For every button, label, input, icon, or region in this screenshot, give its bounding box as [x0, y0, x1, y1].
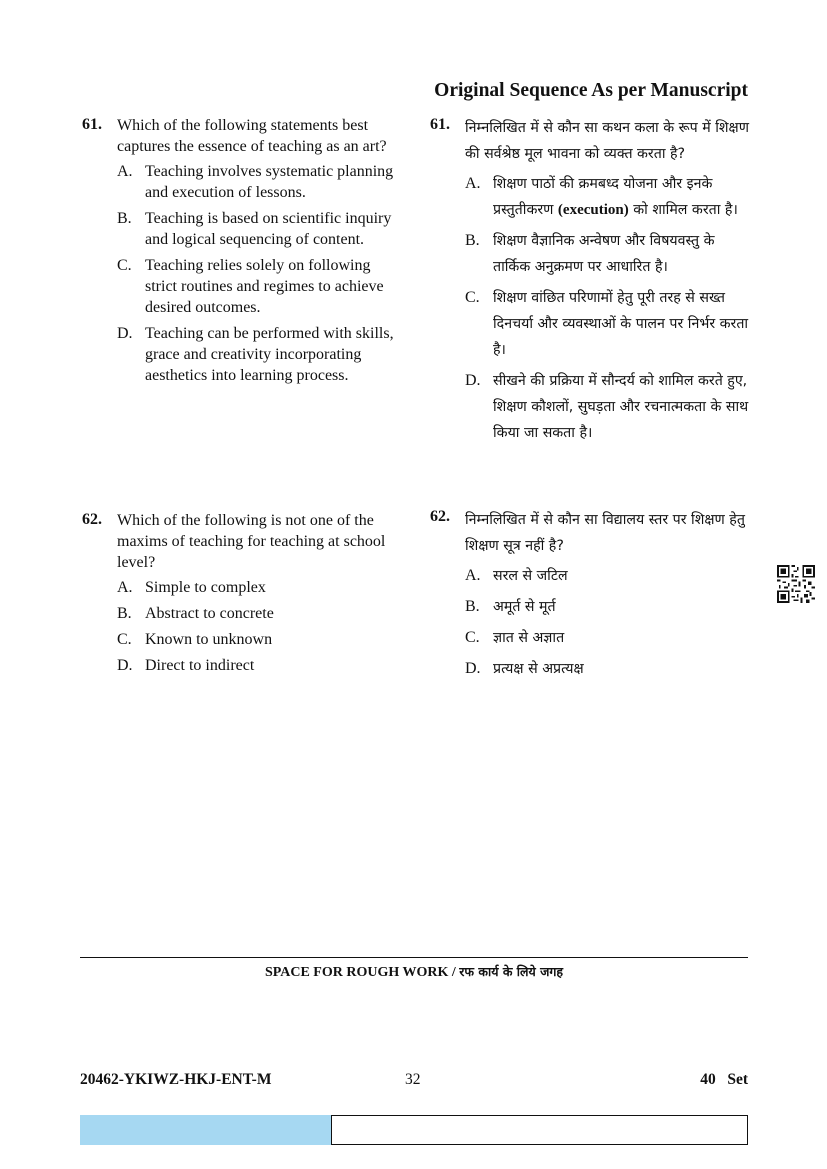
option-text: Teaching can be performed with skills, grace and creativity incorporating aesthetics into learning process. [145, 325, 394, 384]
question-number: 61. [430, 116, 450, 133]
option-text-bold: (execution) [557, 202, 629, 218]
option-text: शिक्षण वांछित परिणामों हेतु पूरी तरह से सख्त दिनचर्या और व्यवस्थाओं के पालन पर निर्भर करता है। [493, 290, 749, 358]
option-text: Teaching involves systematic planning and execution of lessons. [145, 163, 394, 201]
option-label: A. [465, 175, 481, 192]
option-text: शिक्षण वैज्ञानिक अन्वेषण और विषयवस्तु के तार्किक अनुक्रमण पर आधारित है। [493, 233, 715, 275]
option-a [465, 563, 750, 589]
question-text: Which of the following statements best captures the essence of teaching as an art? [117, 117, 387, 155]
option-text: Teaching is based on scientific inquiry and logical sequencing of content. [145, 210, 392, 248]
set-number: 40 Set [700, 1071, 748, 1088]
option-d [117, 655, 402, 676]
question-62-en [82, 510, 402, 681]
question-text: निम्नलिखित में से कौन सा कथन कला के रूप में शिक्षण की सर्वश्रेष्ठ मूल भावना को व्यक्त करता है? [465, 120, 749, 162]
option-b [465, 228, 750, 280]
option-label: C. [465, 289, 480, 306]
option-label: D. [117, 657, 133, 674]
page-number: 32 [405, 1071, 421, 1088]
option-a [465, 171, 750, 223]
footer-color-bar [80, 1115, 331, 1145]
option-label: C. [465, 629, 480, 646]
question-text: निम्नलिखित में से कौन सा विद्यालय स्तर पर शिक्षण हेतु शिक्षण सूत्र नहीं है? [465, 512, 745, 554]
option-label: D. [465, 660, 481, 677]
option-text: प्रत्यक्ष से अप्रत्यक्ष [493, 661, 584, 677]
option-b [465, 594, 750, 620]
option-text: ज्ञात से अज्ञात [493, 630, 565, 646]
option-text: Known to unknown [145, 631, 273, 648]
option-text: सीखने की प्रक्रिया में सौन्दर्य को शामिल करते हुए, शिक्षण कौशलों, सुघड़ता और रचनात्मकता के साथ किया जा सकता है। [493, 373, 749, 441]
question-61-hi [430, 115, 750, 451]
footer-blank-box [331, 1115, 748, 1145]
option-label: B. [465, 232, 480, 249]
option-text: Abstract to concrete [145, 605, 274, 622]
option-label: B. [117, 605, 132, 622]
option-c [117, 255, 402, 318]
option-label: A. [117, 579, 133, 596]
option-c [465, 625, 750, 651]
option-text: Teaching relies solely on following strict routines and regimes to achieve desired outcomes. [145, 257, 384, 316]
option-text: Simple to complex [145, 579, 266, 596]
option-label: D. [117, 325, 133, 342]
option-text-part: को शामिल करता है। [628, 202, 738, 218]
rough-work-divider [80, 957, 748, 958]
rough-work-label [80, 963, 748, 981]
option-a [117, 161, 402, 203]
option-label: B. [117, 210, 132, 227]
option-label: A. [465, 567, 481, 584]
option-text [493, 171, 750, 223]
option-label: C. [117, 257, 132, 274]
question-number: 62. [430, 508, 450, 525]
option-label: A. [117, 163, 133, 180]
option-d [465, 656, 750, 682]
page-title: Original Sequence As per Manuscript [434, 80, 748, 101]
rough-work-label-en: SPACE FOR ROUGH WORK / [264, 965, 460, 980]
question-62-hi [430, 507, 750, 687]
option-c [117, 629, 402, 650]
option-b [117, 208, 402, 250]
question-number: 62. [82, 511, 102, 528]
option-label: D. [465, 372, 481, 389]
option-text-part: शिक्षण पाठों की क्रमबध्द योजना और इनके प्रस्तुतीकरण [493, 176, 713, 218]
option-text: Direct to indirect [145, 657, 255, 674]
qr-code-icon [777, 565, 815, 603]
option-b [117, 603, 402, 624]
question-text: Which of the following is not one of the maxims of teaching for teaching at school level? [117, 512, 386, 571]
option-text: सरल से जटिल [493, 568, 568, 584]
option-text: अमूर्त से मूर्त [493, 599, 556, 615]
option-c [465, 285, 750, 363]
option-d [117, 323, 402, 386]
option-d [465, 368, 750, 446]
option-label: B. [465, 598, 480, 615]
option-label: C. [117, 631, 132, 648]
question-number: 61. [82, 116, 102, 133]
paper-code: 20462-YKIWZ-HKJ-ENT-M [80, 1071, 272, 1088]
rough-work-label-hi: रफ कार्य के लिये जगह [459, 964, 564, 979]
question-61-en [82, 115, 402, 391]
option-a [117, 577, 402, 598]
